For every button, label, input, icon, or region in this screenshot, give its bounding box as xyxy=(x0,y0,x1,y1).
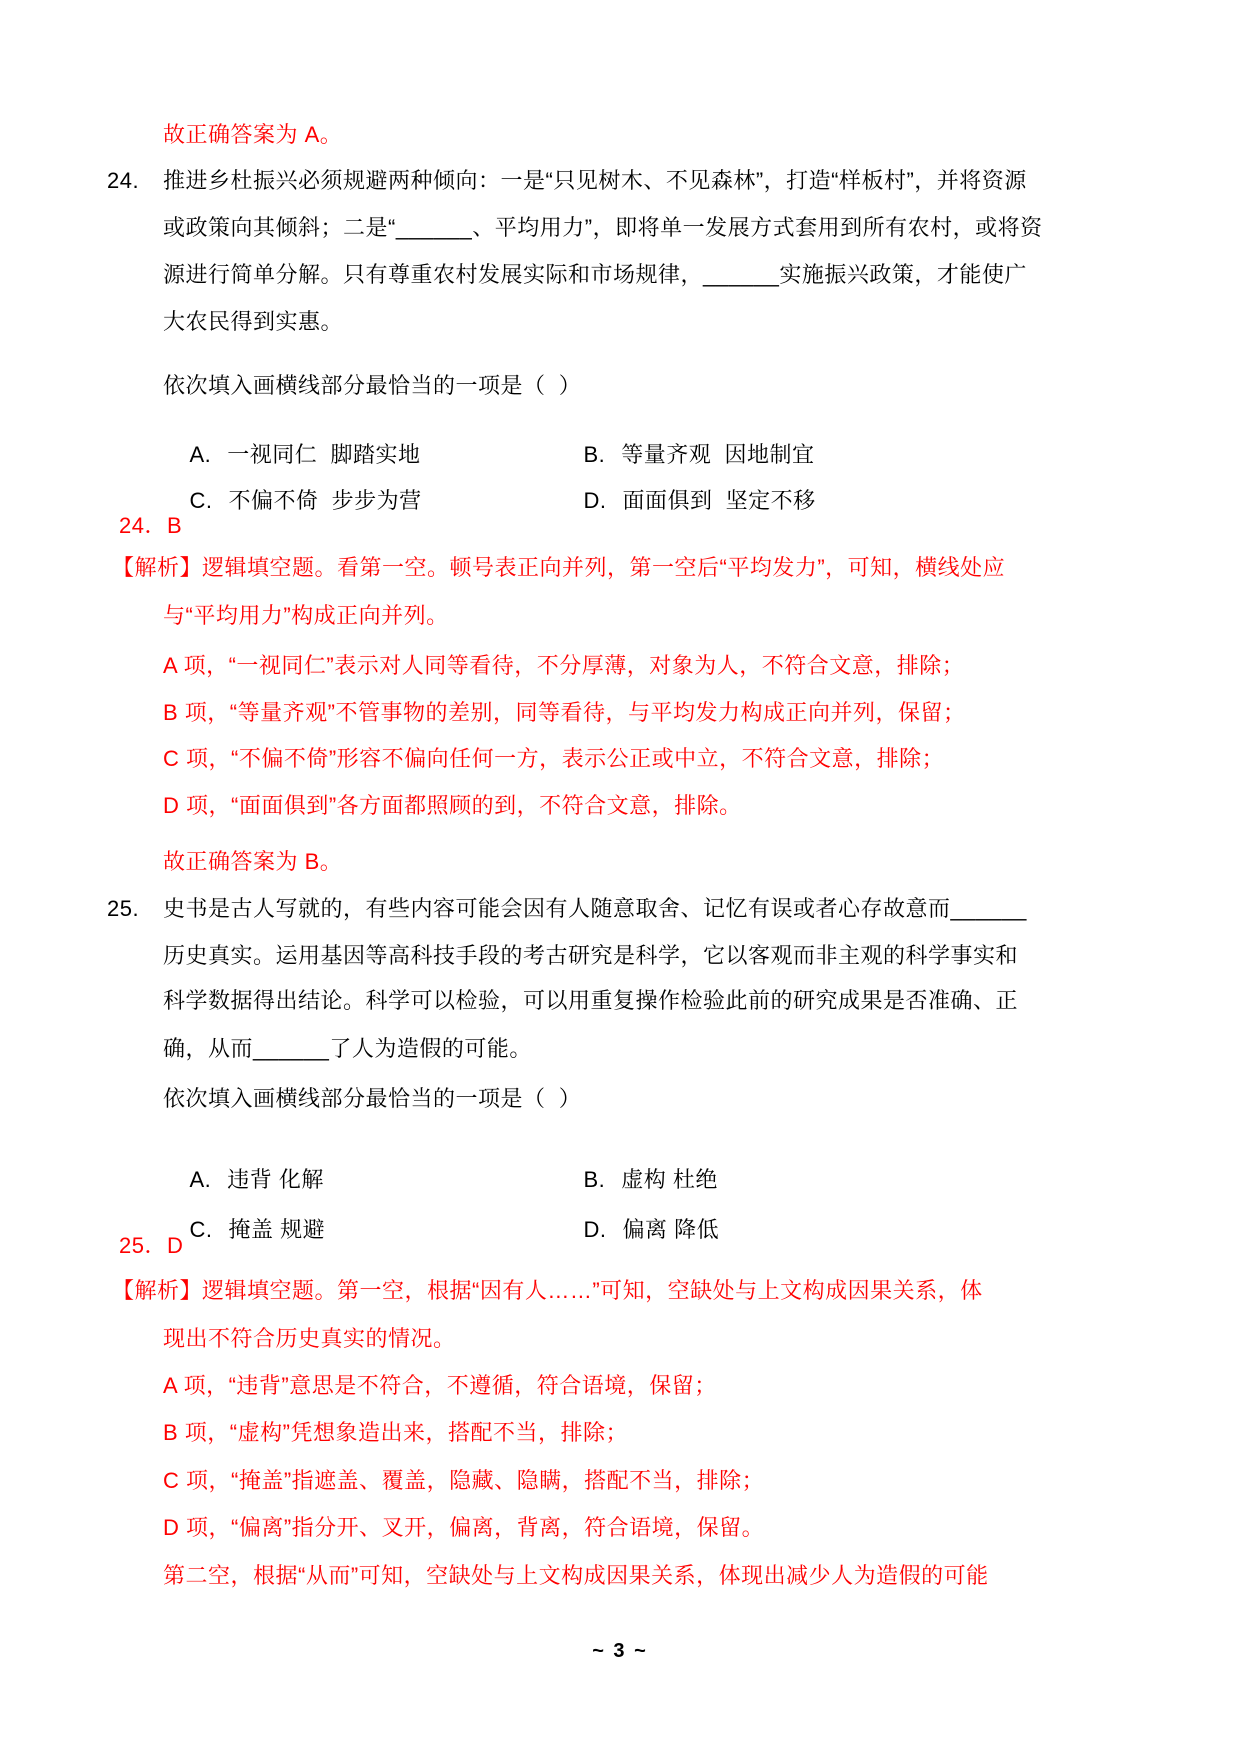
question-24-stem-line-4: 大农民得到实惠。 xyxy=(163,309,344,334)
option-d-text: 偏离 降低 xyxy=(622,1217,720,1242)
analysis-24-conclusion: 故正确答案为 B。 xyxy=(163,849,343,874)
option-a-text: 一视同仁 脚踏实地 xyxy=(227,442,421,467)
question-24-option-d xyxy=(557,460,816,541)
question-25-option-d xyxy=(557,1189,719,1270)
analysis-25-line-4: B 项，“虚构”凭想象造出来，搭配不当，排除； xyxy=(163,1420,628,1445)
option-c-text: 不偏不倚 步步为营 xyxy=(228,488,422,513)
question-24-stem-line-1: 推进乡杜振兴必须规避两种倾向：一是“只见树木、不见森林”，打造“样板村”，并将资源 xyxy=(163,168,1027,193)
question-25-option-c xyxy=(163,1189,325,1270)
analysis-25-line-6: D 项，“偏离”指分开、叉开，偏离，背离，符合语境，保留。 xyxy=(163,1515,765,1540)
analysis-24-line-3: A 项，“一视同仁”表示对人同等看待，不分厚薄，对象为人，不符合文意，排除； xyxy=(163,653,965,678)
question-24-stem-line-3: 源进行简单分解。只有尊重农村发展实际和市场规律，______实施振兴政策，才能使广 xyxy=(163,262,1027,287)
option-a-label: A. xyxy=(189,1167,212,1192)
option-c-text: 掩盖 规避 xyxy=(228,1217,326,1242)
analysis-24-line-4: B 项，“等量齐观”不管事物的差别，同等看待，与平均发力构成正向并列，保留； xyxy=(163,700,966,725)
question-25-stem-line-1: 史书是古人写就的，有些内容可能会因有人随意取舍、记忆有误或者心存故意而______ xyxy=(163,896,1027,921)
prev-answer-conclusion: 故正确答案为 A。 xyxy=(163,122,343,147)
question-25-stem-line-3: 科学数据得出结论。科学可以检验，可以用重复操作检验此前的研究成果是否准确、正 xyxy=(163,988,1019,1013)
option-b-text: 等量齐观 因地制宜 xyxy=(621,442,815,467)
page-number: ~ 3 ~ xyxy=(592,1640,648,1662)
question-24-number: 24. xyxy=(107,168,140,193)
option-b-label: B. xyxy=(583,1167,606,1192)
analysis-24-line-6: D 项，“面面俱到”各方面都照顾的到，不符合文意，排除。 xyxy=(163,793,742,818)
analysis-25-line-1: 【解析】逻辑填空题。第一空，根据“因有人……”可知，空缺处与上文构成因果关系，体 xyxy=(112,1278,983,1303)
option-a-label: A. xyxy=(189,442,212,467)
option-d-text: 面面俱到 坚定不移 xyxy=(622,488,816,513)
analysis-24-line-5: C 项，“不偏不倚”形容不偏向任何一方，表示公正或中立，不符合文意，排除； xyxy=(163,746,945,771)
option-a-text: 违背 化解 xyxy=(227,1167,324,1192)
answer-25: 25．D xyxy=(119,1233,184,1258)
option-c-label: C. xyxy=(189,488,213,513)
option-d-label: D. xyxy=(583,1217,607,1242)
question-24-option-c xyxy=(163,460,422,541)
analysis-24-line-2: 与“平均用力”构成正向并列。 xyxy=(163,603,449,628)
analysis-25-line-2: 现出不符合历史真实的情况。 xyxy=(163,1326,456,1351)
question-25-number: 25. xyxy=(107,896,140,921)
question-25-stem-line-2: 历史真实。运用基因等高科技手段的考古研究是科学，它以客观而非主观的科学事实和 xyxy=(163,943,1019,968)
analysis-25-line-7: 第二空，根据“从而”可知，空缺处与上文构成因果关系，体现出减少人为造假的可能 xyxy=(163,1563,989,1588)
question-25-stem-line-4: 确，从而______了人为造假的可能。 xyxy=(163,1036,532,1061)
option-b-label: B. xyxy=(583,442,606,467)
answer-24: 24．B xyxy=(119,513,183,538)
option-b-text: 虚构 杜绝 xyxy=(621,1167,718,1192)
analysis-25-line-3: A 项，“违背”意思是不符合，不遵循，符合语境，保留； xyxy=(163,1373,717,1398)
question-25-prompt: 依次填入画横线部分最恰当的一项是（ ） xyxy=(163,1086,582,1111)
option-d-label: D. xyxy=(583,488,607,513)
question-24-prompt: 依次填入画横线部分最恰当的一项是（ ） xyxy=(163,373,582,398)
option-c-label: C. xyxy=(189,1217,213,1242)
analysis-25-line-5: C 项，“掩盖”指遮盖、覆盖，隐藏、隐瞒，搭配不当，排除； xyxy=(163,1468,765,1493)
question-24-stem-line-2: 或政策向其倾斜；二是“______、平均用力”，即将单一发展方式套用到所有农村，或将资 xyxy=(163,215,1043,240)
analysis-24-line-1: 【解析】逻辑填空题。看第一空。顿号表正向并列，第一空后“平均发力”，可知，横线处应 xyxy=(112,555,1006,580)
